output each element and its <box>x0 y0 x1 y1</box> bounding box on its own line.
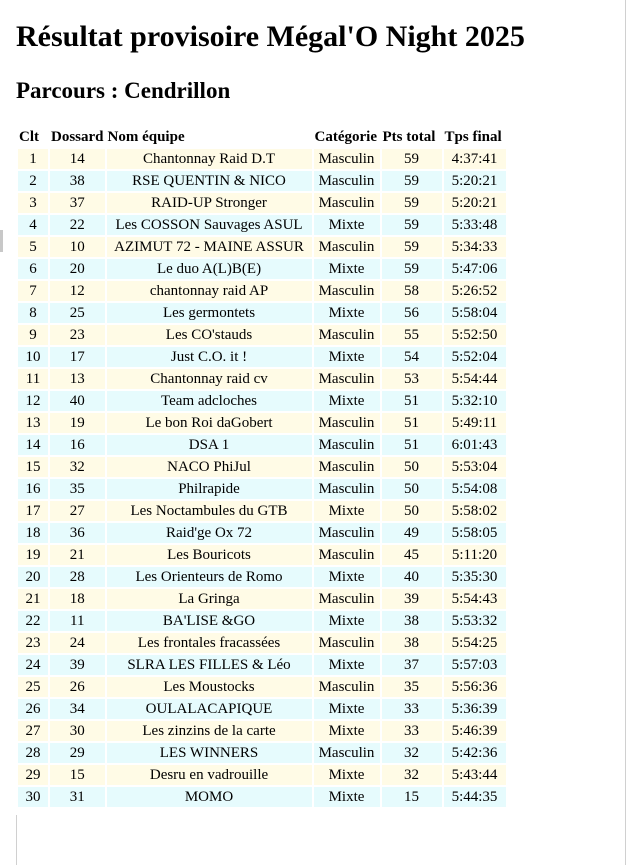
category-cell: Mixte <box>314 501 380 521</box>
category-cell: Mixte <box>314 787 380 807</box>
team-name-cell: RAID-UP Stronger <box>107 193 312 213</box>
time-cell: 5:20:21 <box>444 193 506 213</box>
table-row <box>18 281 506 301</box>
time-cell: 5:34:33 <box>444 237 506 257</box>
category-cell: Masculin <box>314 589 380 609</box>
bib-cell: 38 <box>50 171 105 191</box>
rank-cell: 5 <box>18 237 48 257</box>
rank-cell: 23 <box>18 633 48 653</box>
time-cell: 5:52:50 <box>444 325 506 345</box>
rank-cell: 7 <box>18 281 48 301</box>
table-row <box>18 237 506 257</box>
points-cell: 54 <box>382 347 442 367</box>
rank-cell: 2 <box>18 171 48 191</box>
points-cell: 59 <box>382 259 442 279</box>
time-cell: 6:01:43 <box>444 435 506 455</box>
table-row <box>18 479 506 499</box>
team-name-cell: OULALACAPIQUE <box>107 699 312 719</box>
points-header: Pts total <box>382 129 436 145</box>
bib-cell: 39 <box>50 655 105 675</box>
bib-cell: 28 <box>50 567 105 587</box>
table-row <box>18 501 506 521</box>
team-name-cell: Les germontets <box>107 303 312 323</box>
table-row <box>18 435 506 455</box>
rank-cell: 20 <box>18 567 48 587</box>
team-name-cell: Chantonnay raid cv <box>107 369 312 389</box>
category-cell: Mixte <box>314 721 380 741</box>
team-name-cell: Les frontales fracassées <box>107 633 312 653</box>
time-cell: 5:57:03 <box>444 655 506 675</box>
bib-cell: 25 <box>50 303 105 323</box>
bib-cell: 32 <box>50 457 105 477</box>
team-name-cell: Just C.O. it ! <box>107 347 312 367</box>
bib-cell: 10 <box>50 237 105 257</box>
category-cell: Masculin <box>314 523 380 543</box>
bib-header: Dossard <box>51 129 104 145</box>
points-cell: 56 <box>382 303 442 323</box>
bib-cell: 16 <box>50 435 105 455</box>
category-cell: Mixte <box>314 303 380 323</box>
category-cell: Masculin <box>314 369 380 389</box>
team-name-cell: chantonnay raid AP <box>107 281 312 301</box>
table-row <box>18 347 506 367</box>
time-cell: 5:52:04 <box>444 347 506 367</box>
time-cell: 5:33:48 <box>444 215 506 235</box>
team-name-cell: LES WINNERS <box>107 743 312 763</box>
time-cell: 5:54:25 <box>444 633 506 653</box>
rank-cell: 13 <box>18 413 48 433</box>
category-cell: Mixte <box>314 259 380 279</box>
rank-cell: 28 <box>18 743 48 763</box>
category-cell: Mixte <box>314 391 380 411</box>
points-cell: 32 <box>382 743 442 763</box>
table-row <box>18 523 506 543</box>
bib-cell: 40 <box>50 391 105 411</box>
bib-cell: 22 <box>50 215 105 235</box>
points-cell: 50 <box>382 501 442 521</box>
category-cell: Masculin <box>314 237 380 257</box>
category-cell: Mixte <box>314 655 380 675</box>
table-row <box>18 765 506 785</box>
bib-cell: 18 <box>50 589 105 609</box>
table-row <box>18 193 506 213</box>
category-cell: Masculin <box>314 633 380 653</box>
team-name-cell: AZIMUT 72 - MAINE ASSUR <box>107 237 312 257</box>
table-row <box>18 303 506 323</box>
points-cell: 59 <box>382 237 442 257</box>
rank-cell: 26 <box>18 699 48 719</box>
category-cell: Mixte <box>314 611 380 631</box>
category-cell: Masculin <box>314 457 380 477</box>
bib-cell: 15 <box>50 765 105 785</box>
table-row <box>18 149 506 169</box>
table-row <box>18 721 506 741</box>
team-name-cell: Le duo A(L)B(E) <box>107 259 312 279</box>
time-cell: 5:42:36 <box>444 743 506 763</box>
team-name-header: Nom équipe <box>107 129 185 145</box>
rank-cell: 21 <box>18 589 48 609</box>
bib-cell: 11 <box>50 611 105 631</box>
table-row <box>18 787 506 807</box>
course-heading: Parcours : Cendrillon <box>16 78 231 103</box>
team-name-cell: SLRA LES FILLES & Léo <box>107 655 312 675</box>
time-cell: 5:43:44 <box>444 765 506 785</box>
category-cell: Mixte <box>314 215 380 235</box>
bib-cell: 31 <box>50 787 105 807</box>
points-cell: 38 <box>382 633 442 653</box>
rank-cell: 22 <box>18 611 48 631</box>
rank-cell: 1 <box>18 149 48 169</box>
table-row <box>18 589 506 609</box>
points-cell: 49 <box>382 523 442 543</box>
results-table <box>16 125 508 809</box>
team-name-cell: Les Noctambules du GTB <box>107 501 312 521</box>
table-row <box>18 259 506 279</box>
table-header-row <box>18 127 506 147</box>
team-name-cell: MOMO <box>107 787 312 807</box>
table-row <box>18 545 506 565</box>
points-cell: 33 <box>382 721 442 741</box>
time-cell: 5:20:21 <box>444 171 506 191</box>
bib-cell: 23 <box>50 325 105 345</box>
points-cell: 51 <box>382 413 442 433</box>
time-cell: 5:44:35 <box>444 787 506 807</box>
rank-cell: 18 <box>18 523 48 543</box>
table-row <box>18 171 506 191</box>
category-cell: Masculin <box>314 743 380 763</box>
points-cell: 51 <box>382 391 442 411</box>
bib-cell: 27 <box>50 501 105 521</box>
points-cell: 32 <box>382 765 442 785</box>
time-cell: 4:37:41 <box>444 149 506 169</box>
table-row <box>18 391 506 411</box>
table-row <box>18 567 506 587</box>
team-name-cell: Les zinzins de la carte <box>107 721 312 741</box>
time-cell: 5:54:43 <box>444 589 506 609</box>
category-cell: Masculin <box>314 193 380 213</box>
time-cell: 5:53:04 <box>444 457 506 477</box>
team-name-cell: RSE QUENTIN & NICO <box>107 171 312 191</box>
rank-cell: 27 <box>18 721 48 741</box>
table-row <box>18 677 506 697</box>
table-row <box>18 215 506 235</box>
rank-cell: 29 <box>18 765 48 785</box>
table-row <box>18 743 506 763</box>
rank-cell: 19 <box>18 545 48 565</box>
rank-cell: 25 <box>18 677 48 697</box>
bib-cell: 19 <box>50 413 105 433</box>
points-cell: 59 <box>382 149 442 169</box>
table-row <box>18 413 506 433</box>
rank-header: Clt <box>19 129 39 145</box>
bib-cell: 30 <box>50 721 105 741</box>
bib-cell: 14 <box>50 149 105 169</box>
rank-cell: 3 <box>18 193 48 213</box>
points-cell: 53 <box>382 369 442 389</box>
time-cell: 5:35:30 <box>444 567 506 587</box>
points-cell: 37 <box>382 655 442 675</box>
category-cell: Masculin <box>314 149 380 169</box>
category-header: Catégorie <box>314 129 377 145</box>
points-cell: 45 <box>382 545 442 565</box>
team-name-cell: DSA 1 <box>107 435 312 455</box>
table-row <box>18 369 506 389</box>
team-name-cell: Le bon Roi daGobert <box>107 413 312 433</box>
time-cell: 5:36:39 <box>444 699 506 719</box>
table-row <box>18 325 506 345</box>
category-cell: Mixte <box>314 347 380 367</box>
time-cell: 5:56:36 <box>444 677 506 697</box>
time-header: Tps final <box>444 129 502 145</box>
team-name-cell: Chantonnay Raid D.T <box>107 149 312 169</box>
bib-cell: 17 <box>50 347 105 367</box>
bib-cell: 12 <box>50 281 105 301</box>
category-cell: Masculin <box>314 413 380 433</box>
rank-cell: 6 <box>18 259 48 279</box>
points-cell: 59 <box>382 193 442 213</box>
team-name-cell: La Gringa <box>107 589 312 609</box>
time-cell: 5:58:02 <box>444 501 506 521</box>
page-title: Résultat provisoire Mégal'O Night 2025 <box>16 20 525 53</box>
team-name-cell: Raid'ge Ox 72 <box>107 523 312 543</box>
time-cell: 5:58:04 <box>444 303 506 323</box>
category-cell: Masculin <box>314 677 380 697</box>
bib-cell: 24 <box>50 633 105 653</box>
category-cell: Mixte <box>314 765 380 785</box>
bib-cell: 29 <box>50 743 105 763</box>
category-cell: Masculin <box>314 435 380 455</box>
category-cell: Masculin <box>314 171 380 191</box>
points-cell: 50 <box>382 479 442 499</box>
team-name-cell: Desru en vadrouille <box>107 765 312 785</box>
points-cell: 51 <box>382 435 442 455</box>
rank-cell: 12 <box>18 391 48 411</box>
table-row <box>18 633 506 653</box>
bib-cell: 13 <box>50 369 105 389</box>
time-cell: 5:47:06 <box>444 259 506 279</box>
category-cell: Masculin <box>314 281 380 301</box>
points-cell: 50 <box>382 457 442 477</box>
rank-cell: 11 <box>18 369 48 389</box>
team-name-cell: NACO PhiJul <box>107 457 312 477</box>
points-cell: 40 <box>382 567 442 587</box>
time-cell: 5:46:39 <box>444 721 506 741</box>
team-name-cell: Les CO'stauds <box>107 325 312 345</box>
rank-cell: 9 <box>18 325 48 345</box>
rank-cell: 8 <box>18 303 48 323</box>
points-cell: 55 <box>382 325 442 345</box>
scroll-marker <box>0 230 3 252</box>
time-cell: 5:53:32 <box>444 611 506 631</box>
bib-cell: 36 <box>50 523 105 543</box>
table-row <box>18 655 506 675</box>
margin-line <box>16 815 17 865</box>
team-name-cell: Les COSSON Sauvages ASUL <box>107 215 312 235</box>
rank-cell: 24 <box>18 655 48 675</box>
table-row <box>18 457 506 477</box>
table-row <box>18 699 506 719</box>
rank-cell: 30 <box>18 787 48 807</box>
time-cell: 5:58:05 <box>444 523 506 543</box>
time-cell: 5:11:20 <box>444 545 506 565</box>
time-cell: 5:54:08 <box>444 479 506 499</box>
points-cell: 39 <box>382 589 442 609</box>
points-cell: 15 <box>382 787 442 807</box>
category-cell: Mixte <box>314 699 380 719</box>
bib-cell: 26 <box>50 677 105 697</box>
bib-cell: 34 <box>50 699 105 719</box>
rank-cell: 4 <box>18 215 48 235</box>
time-cell: 5:54:44 <box>444 369 506 389</box>
time-cell: 5:32:10 <box>444 391 506 411</box>
bib-cell: 35 <box>50 479 105 499</box>
points-cell: 35 <box>382 677 442 697</box>
team-name-cell: Philrapide <box>107 479 312 499</box>
category-cell: Mixte <box>314 567 380 587</box>
rank-cell: 10 <box>18 347 48 367</box>
points-cell: 59 <box>382 215 442 235</box>
points-cell: 58 <box>382 281 442 301</box>
time-cell: 5:49:11 <box>444 413 506 433</box>
bib-cell: 37 <box>50 193 105 213</box>
team-name-cell: Les Bouricots <box>107 545 312 565</box>
points-cell: 38 <box>382 611 442 631</box>
team-name-cell: Les Moustocks <box>107 677 312 697</box>
rank-cell: 16 <box>18 479 48 499</box>
points-cell: 59 <box>382 171 442 191</box>
bib-cell: 20 <box>50 259 105 279</box>
category-cell: Masculin <box>314 479 380 499</box>
bib-cell: 21 <box>50 545 105 565</box>
rank-cell: 14 <box>18 435 48 455</box>
results-body <box>18 149 506 807</box>
category-cell: Masculin <box>314 545 380 565</box>
category-cell: Masculin <box>314 325 380 345</box>
rank-cell: 15 <box>18 457 48 477</box>
rank-cell: 17 <box>18 501 48 521</box>
points-cell: 33 <box>382 699 442 719</box>
team-name-cell: Team adcloches <box>107 391 312 411</box>
team-name-cell: BA'LISE &GO <box>107 611 312 631</box>
team-name-cell: Les Orienteurs de Romo <box>107 567 312 587</box>
time-cell: 5:26:52 <box>444 281 506 301</box>
table-row <box>18 611 506 631</box>
